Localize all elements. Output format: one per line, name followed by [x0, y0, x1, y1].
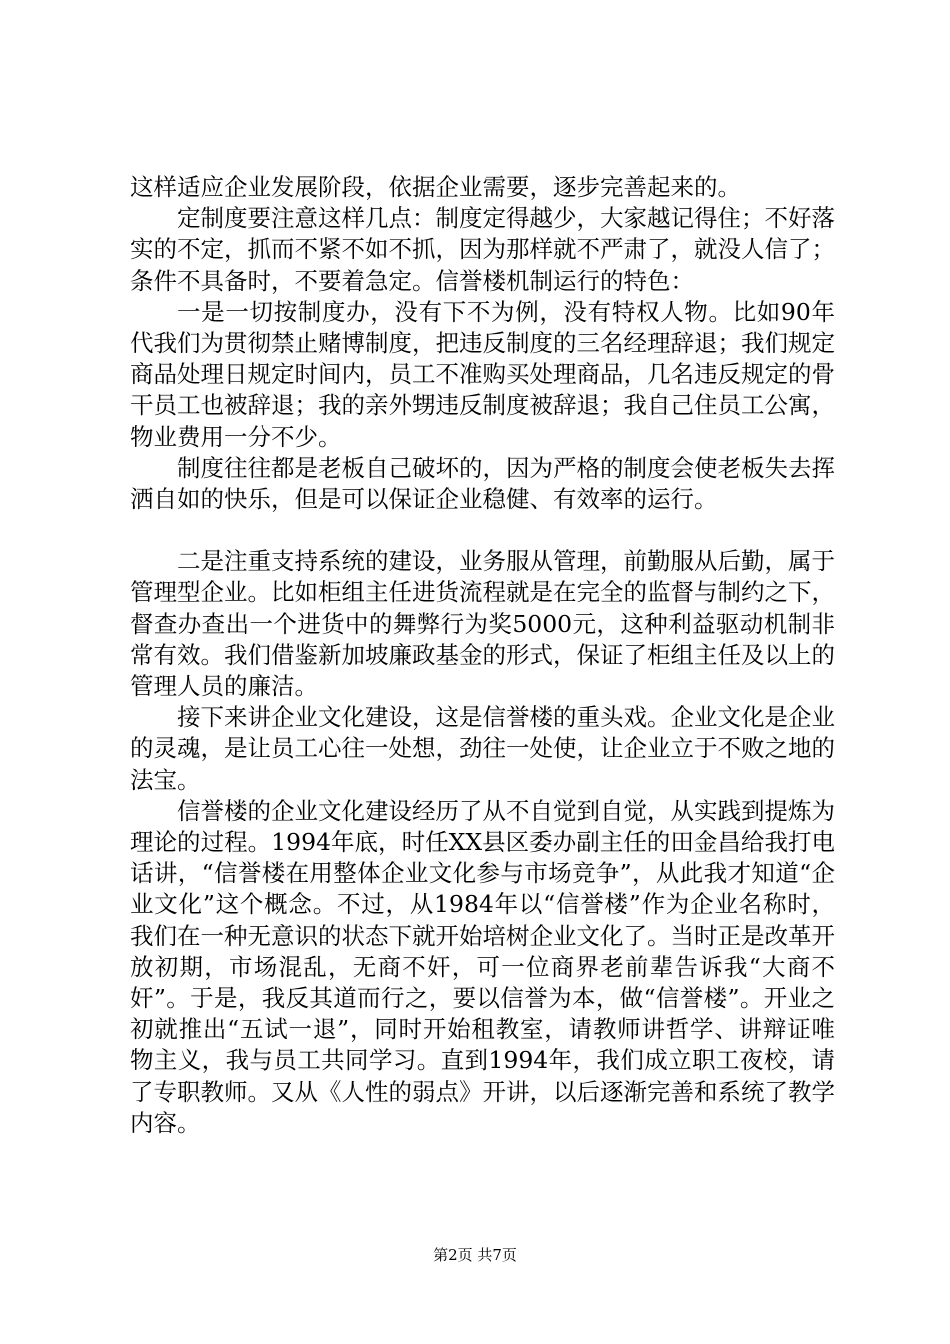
paragraph-boss-rules: 制度往往都是老板自己破坏的，因为严格的制度会使老板失去挥洒自如的快乐，但是可以保证企业稳健、有效率的运行。: [130, 453, 835, 514]
page-footer: [0, 1245, 950, 1265]
paragraph-culture-intro: 接下来讲企业文化建设，这是信誉楼的重头戏。企业文化是企业的灵魂，是让员工心往一处想，劲往一处使，让企业立于不败之地的法宝。: [130, 703, 835, 794]
paragraph-feature-two: 二是注重支持系统的建设，业务服从管理，前勤服从后勤，属于管理型企业。比如柜组主任进货流程就是在完全的监督与制约之下，督查办查出一个进货中的舞弊行为奖5000元，这种利益驱动机制非常有效。我们借鉴新加坡廉政基金的形式，保证了柜组主任及以上的管理人员的廉洁。: [130, 547, 835, 701]
paragraph-continuation: 这样适应企业发展阶段，依据企业需要，逐步完善起来的。: [130, 173, 741, 201]
page-number: 第2页 共7页: [433, 1246, 517, 1264]
paragraph-rules-points: 定制度要注意这样几点：制度定得越少，大家越记得住；不好落实的不定，抓而不紧不如不抓，因为那样就不严肃了，就没人信了；条件不具备时，不要着急定。信誉楼机制运行的特色：: [130, 204, 835, 295]
paragraph-feature-one: 一是一切按制度办，没有下不为例，没有特权人物。比如90年代我们为贯彻禁止赌博制度，把违反制度的三名经理辞退；我们规定商品处理日规定时间内，员工不准购买处理商品，几名违反规定的骨干员工也被辞退；我的亲外甥违反制度被辞退；我自己住员工公寓，物业费用一分不少。: [130, 297, 835, 451]
paragraph-culture-history: 信誉楼的企业文化建设经历了从不自觉到自觉，从实践到提炼为理论的过程。1994年底，时任XX县区委办副主任的田金昌给我打电话讲，“信誉楼在用整体企业文化参与市场竞争”，从此我才知道“企业文化”这个概念。不过，从1984年以“信誉楼”作为企业名称时，我们在一种无意识的状态下就开始培树企业文化了。当时正是改革开放初期，市场混乱，无商不奸，可一位商界老前辈告诉我“大商不奸”。于是，我反其道而行之，要以信誉为本，做“信誉楼”。开业之初就推出“五试一退”，同时开始租教室，请教师讲哲学、讲辩证唯物主义，我与员工共同学习。直到1994年，我们成立职工夜校，请了专职教师。又从《人性的弱点》开讲，以后逐渐完善和系统了教学内容。: [130, 796, 835, 1137]
body-text: [130, 172, 835, 1139]
